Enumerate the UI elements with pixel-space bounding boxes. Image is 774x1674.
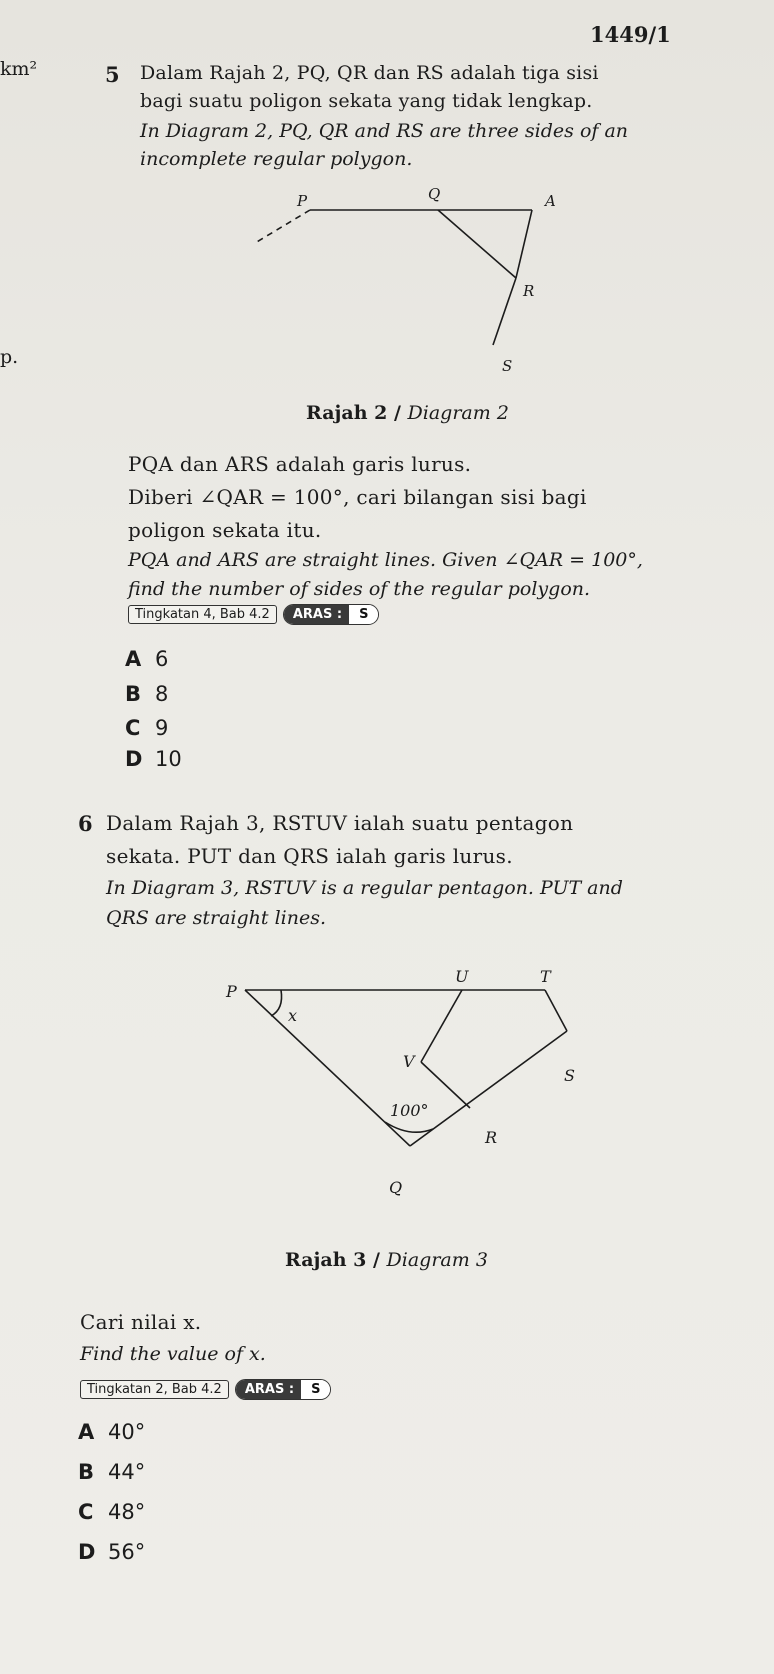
paper-code: 1449/1 <box>590 22 671 47</box>
diagram-2-caption: Rajah 2 / Diagram 2 <box>306 402 509 424</box>
question-5-number: 5 <box>105 62 120 87</box>
label-p: P <box>297 192 308 210</box>
label-v: V <box>403 1052 415 1071</box>
q6-tag-row <box>80 1379 331 1400</box>
q6-body-en: Find the value of x. <box>80 1343 266 1365</box>
q6-option-c[interactable]: C 48° <box>78 1500 146 1524</box>
q5-text-en-2: incomplete regular polygon. <box>140 148 413 170</box>
q6-syllabus-tag: Tingkatan 2, Bab 4.2 <box>80 1380 229 1399</box>
label-s: S <box>564 1066 575 1085</box>
q6-body-ms: Cari nilai x. <box>80 1310 202 1334</box>
label-t: T <box>540 967 551 986</box>
angle-100-arc <box>385 1122 433 1132</box>
q5-text-ms-1: Dalam Rajah 2, PQ, QR dan RS adalah tiga sisi <box>140 62 599 84</box>
q5-text-en-1: In Diagram 2, PQ, QR and RS are three sides of an <box>140 120 629 142</box>
line-ar <box>516 210 532 278</box>
q5-body-ms-1: PQA dan ARS adalah garis lurus. <box>128 452 472 476</box>
q5-body-en-2: find the number of sides of the regular polygon. <box>128 578 591 600</box>
label-angle-100: 100° <box>390 1101 429 1120</box>
q5-option-a[interactable]: A 6 <box>125 647 169 671</box>
label-x: x <box>288 1006 298 1025</box>
side-uv <box>421 990 462 1062</box>
q6-text-ms-1: Dalam Rajah 3, RSTUV ialah suatu pentagon <box>106 811 574 835</box>
side-qr <box>438 210 516 278</box>
label-r: R <box>485 1128 498 1147</box>
label-q: Q <box>428 185 441 203</box>
diagram-3-caption: Rajah 3 / Diagram 3 <box>285 1249 488 1271</box>
label-u: U <box>455 967 469 986</box>
q6-option-b[interactable]: B 44° <box>78 1460 146 1484</box>
q5-body-en-1: PQA and ARS are straight lines. Given ∠QAR = 100°, <box>128 549 643 571</box>
q5-option-b[interactable]: B 8 <box>125 682 169 706</box>
side-rs <box>493 278 516 345</box>
q6-level-badge: ARAS : S <box>235 1379 332 1400</box>
label-r: R <box>523 282 535 300</box>
label-p: P <box>226 982 237 1001</box>
diagram-2 <box>0 175 774 375</box>
q5-tag-row <box>128 604 379 625</box>
label-q: Q <box>389 1178 403 1197</box>
q5-option-d[interactable]: D 10 <box>125 747 182 771</box>
q5-level-badge: ARAS : S <box>283 604 380 625</box>
label-s: S <box>502 357 513 375</box>
question-6-number: 6 <box>78 811 93 836</box>
cut-off-text-top: km² <box>0 58 38 80</box>
diagram-3 <box>0 960 774 1210</box>
q5-text-ms-2: bagi suatu poligon sekata yang tidak lengkap. <box>140 90 593 112</box>
side-ts <box>545 990 567 1031</box>
q5-option-c[interactable]: C 9 <box>125 716 169 740</box>
angle-x-arc <box>271 990 282 1016</box>
q5-body-ms-3: poligon sekata itu. <box>128 518 322 542</box>
label-a: A <box>545 192 556 210</box>
q6-text-ms-2: sekata. PUT dan QRS ialah garis lurus. <box>106 844 513 868</box>
q6-option-a[interactable]: A 40° <box>78 1420 146 1444</box>
cut-off-text-mid: p. <box>0 346 19 368</box>
q6-text-en-1: In Diagram 3, RSTUV is a regular pentagon. PUT and <box>106 877 623 899</box>
q6-text-en-2: QRS are straight lines. <box>106 907 327 929</box>
q6-option-d[interactable]: D 56° <box>78 1540 146 1564</box>
q5-body-ms-2: Diberi ∠QAR = 100°, cari bilangan sisi bagi <box>128 485 587 509</box>
q5-syllabus-tag: Tingkatan 4, Bab 4.2 <box>128 605 277 624</box>
dashed-side <box>255 210 310 243</box>
